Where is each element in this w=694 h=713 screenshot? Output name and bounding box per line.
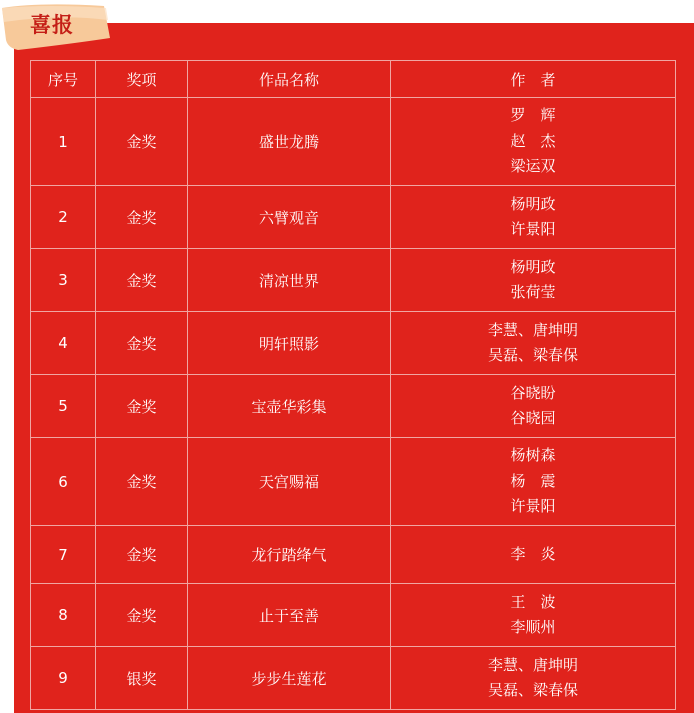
table-row — [31, 186, 676, 249]
table-row — [31, 438, 676, 526]
row-number: 8 — [31, 584, 96, 647]
row-work-title: 止于至善 — [188, 584, 391, 647]
row-award: 金奖 — [96, 312, 188, 375]
author-name: 赵 杰 — [510, 131, 556, 150]
row-work-title: 宝壶华彩集 — [188, 375, 391, 438]
row-award: 金奖 — [96, 98, 188, 186]
row-authors — [391, 249, 676, 312]
row-authors — [391, 375, 676, 438]
row-number: 9 — [31, 647, 96, 710]
author-name: 张荷莹 — [510, 283, 556, 301]
table-row — [31, 249, 676, 312]
row-award: 金奖 — [96, 186, 188, 249]
row-work-title: 盛世龙腾 — [188, 98, 391, 186]
header-authors: 作 者 — [391, 61, 676, 98]
author-name: 杨明政 — [510, 257, 556, 276]
row-award: 银奖 — [96, 647, 188, 710]
author-name: 杨树森 — [510, 446, 556, 465]
header-work-title: 作品名称 — [188, 61, 391, 98]
row-award: 金奖 — [96, 438, 188, 526]
row-number: 2 — [31, 186, 96, 249]
row-number: 6 — [31, 438, 96, 526]
author-name: 王 波 — [510, 592, 556, 611]
table-row — [31, 647, 676, 710]
row-authors — [391, 98, 676, 186]
header-number: 序号 — [31, 61, 96, 98]
row-number: 7 — [31, 526, 96, 584]
table-row — [31, 312, 676, 375]
row-work-title: 明轩照影 — [188, 312, 391, 375]
row-authors — [391, 526, 676, 584]
author-name: 许景阳 — [510, 497, 556, 516]
row-authors — [391, 186, 676, 249]
author-name: 杨 震 — [510, 471, 556, 490]
table-row — [31, 375, 676, 438]
table-row — [31, 584, 676, 647]
author-name: 谷晓盼 — [510, 383, 556, 402]
author-name: 李慧、唐坤明 — [487, 655, 578, 674]
row-number: 5 — [31, 375, 96, 438]
row-award: 金奖 — [96, 249, 188, 312]
table-header-row — [31, 61, 676, 98]
table-row — [31, 98, 676, 186]
row-authors — [391, 438, 676, 526]
author-name: 吴磊、梁春保 — [487, 681, 578, 699]
author-name: 罗 辉 — [510, 106, 556, 125]
page-title: 喜报 — [30, 13, 74, 37]
row-authors — [391, 647, 676, 710]
award-table — [30, 60, 676, 710]
row-work-title: 步步生莲花 — [188, 647, 391, 710]
row-work-title: 六臂观音 — [188, 186, 391, 249]
row-authors — [391, 312, 676, 375]
row-number: 4 — [31, 312, 96, 375]
row-work-title: 龙行踏绛气 — [188, 526, 391, 584]
author-name: 谷晓园 — [510, 409, 556, 427]
row-number: 1 — [31, 98, 96, 186]
author-name: 吴磊、梁春保 — [487, 346, 578, 364]
table-row — [31, 526, 676, 584]
author-name: 李顺州 — [510, 618, 556, 636]
row-award: 金奖 — [96, 526, 188, 584]
author-name: 杨明政 — [510, 194, 556, 213]
row-award: 金奖 — [96, 375, 188, 438]
row-number: 3 — [31, 249, 96, 312]
author-name: 李慧、唐坤明 — [487, 320, 578, 339]
header-award: 奖项 — [96, 61, 188, 98]
author-name: 梁运双 — [510, 157, 556, 176]
row-work-title: 天宫赐福 — [188, 438, 391, 526]
author-name: 许景阳 — [510, 220, 556, 238]
row-work-title: 清凉世界 — [188, 249, 391, 312]
row-award: 金奖 — [96, 584, 188, 647]
row-authors — [391, 584, 676, 647]
author-name: 李 炎 — [510, 544, 556, 563]
title-tag — [0, 0, 112, 55]
